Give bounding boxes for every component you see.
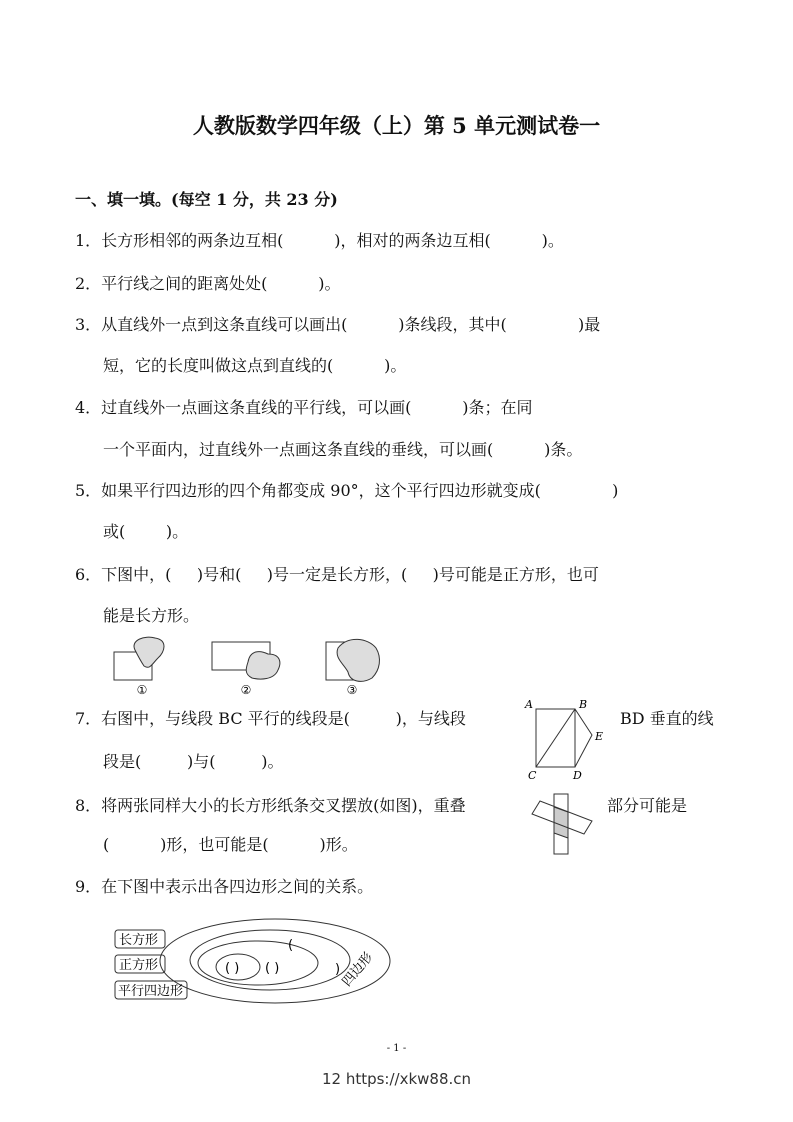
page-title: 人教版数学四年级（上）第 5 单元测试卷一 bbox=[192, 113, 601, 138]
blank-square: ( ) bbox=[225, 961, 240, 976]
question-7-cont: 段是( )与( )。 bbox=[103, 752, 284, 771]
question-8-cont: ( )形，也可能是( )形。 bbox=[103, 835, 358, 854]
blank-parallelogram-left: ( bbox=[288, 938, 294, 953]
question-4-cont: 一个平面内，过直线外一点画这条直线的垂线，可以画( )条。 bbox=[103, 440, 583, 459]
point-b: B bbox=[579, 698, 588, 711]
point-a: A bbox=[525, 698, 533, 711]
question-1: 1．长方形相邻的两条边互相( )，相对的两条边互相( )。 bbox=[75, 231, 564, 250]
question-2: 2．平行线之间的距离处处( )。 bbox=[75, 274, 341, 293]
figure-label-1: ① bbox=[136, 683, 148, 697]
figure-label-2: ② bbox=[240, 683, 252, 697]
question-9: 9．在下图中表示出各四边形之间的关系。 bbox=[75, 877, 374, 896]
box-square: 正方形 bbox=[119, 958, 159, 973]
label-quadrilateral: 四边形 bbox=[339, 950, 377, 990]
question-6-cont: 能是长方形。 bbox=[103, 606, 200, 625]
question-5-cont: 或( )。 bbox=[103, 522, 189, 541]
point-d: D bbox=[573, 769, 582, 782]
q7-figure bbox=[520, 695, 610, 785]
figure-label-3: ③ bbox=[346, 683, 358, 697]
box-rectangle: 长方形 bbox=[119, 933, 159, 948]
question-8: 8．将两张同样大小的长方形纸条交叉摆放(如图)，重叠 bbox=[75, 796, 466, 815]
point-e: E bbox=[595, 730, 604, 743]
question-6: 6．下图中，( )号和( )号一定是长方形，( )号可能是正方形，也可 bbox=[75, 565, 599, 584]
question-5: 5．如果平行四边形的四个角都变成 90°，这个平行四边形就变成( ) bbox=[75, 481, 619, 500]
question-7-right: BD 垂直的线 bbox=[620, 709, 714, 728]
question-4: 4．过直线外一点画这条直线的平行线，可以画( )条；在同 bbox=[75, 398, 533, 417]
question-3-cont: 短，它的长度叫做这点到直线的( )。 bbox=[103, 356, 407, 375]
question-7: 7．右图中，与线段 BC 平行的线段是( )，与线段 bbox=[75, 709, 466, 728]
q6-figures bbox=[100, 630, 400, 700]
section-heading: 一、填一填。(每空 1 分，共 23 分) bbox=[75, 190, 338, 209]
footer-watermark: 12 https://xkw88.cn bbox=[321, 1070, 472, 1088]
question-8-right: 部分可能是 bbox=[607, 796, 688, 815]
question-3: 3．从直线外一点到这条直线可以画出( )条线段，其中( )最 bbox=[75, 315, 601, 334]
blank-rectangle: ( ) bbox=[265, 961, 280, 976]
q9-figure bbox=[110, 915, 400, 1010]
q8-figure bbox=[528, 790, 598, 860]
blank-parallelogram-right: ) bbox=[335, 962, 341, 977]
box-parallelogram: 平行四边形 bbox=[118, 984, 184, 999]
page-number: - 1 - bbox=[386, 1043, 407, 1054]
point-c: C bbox=[528, 769, 537, 782]
